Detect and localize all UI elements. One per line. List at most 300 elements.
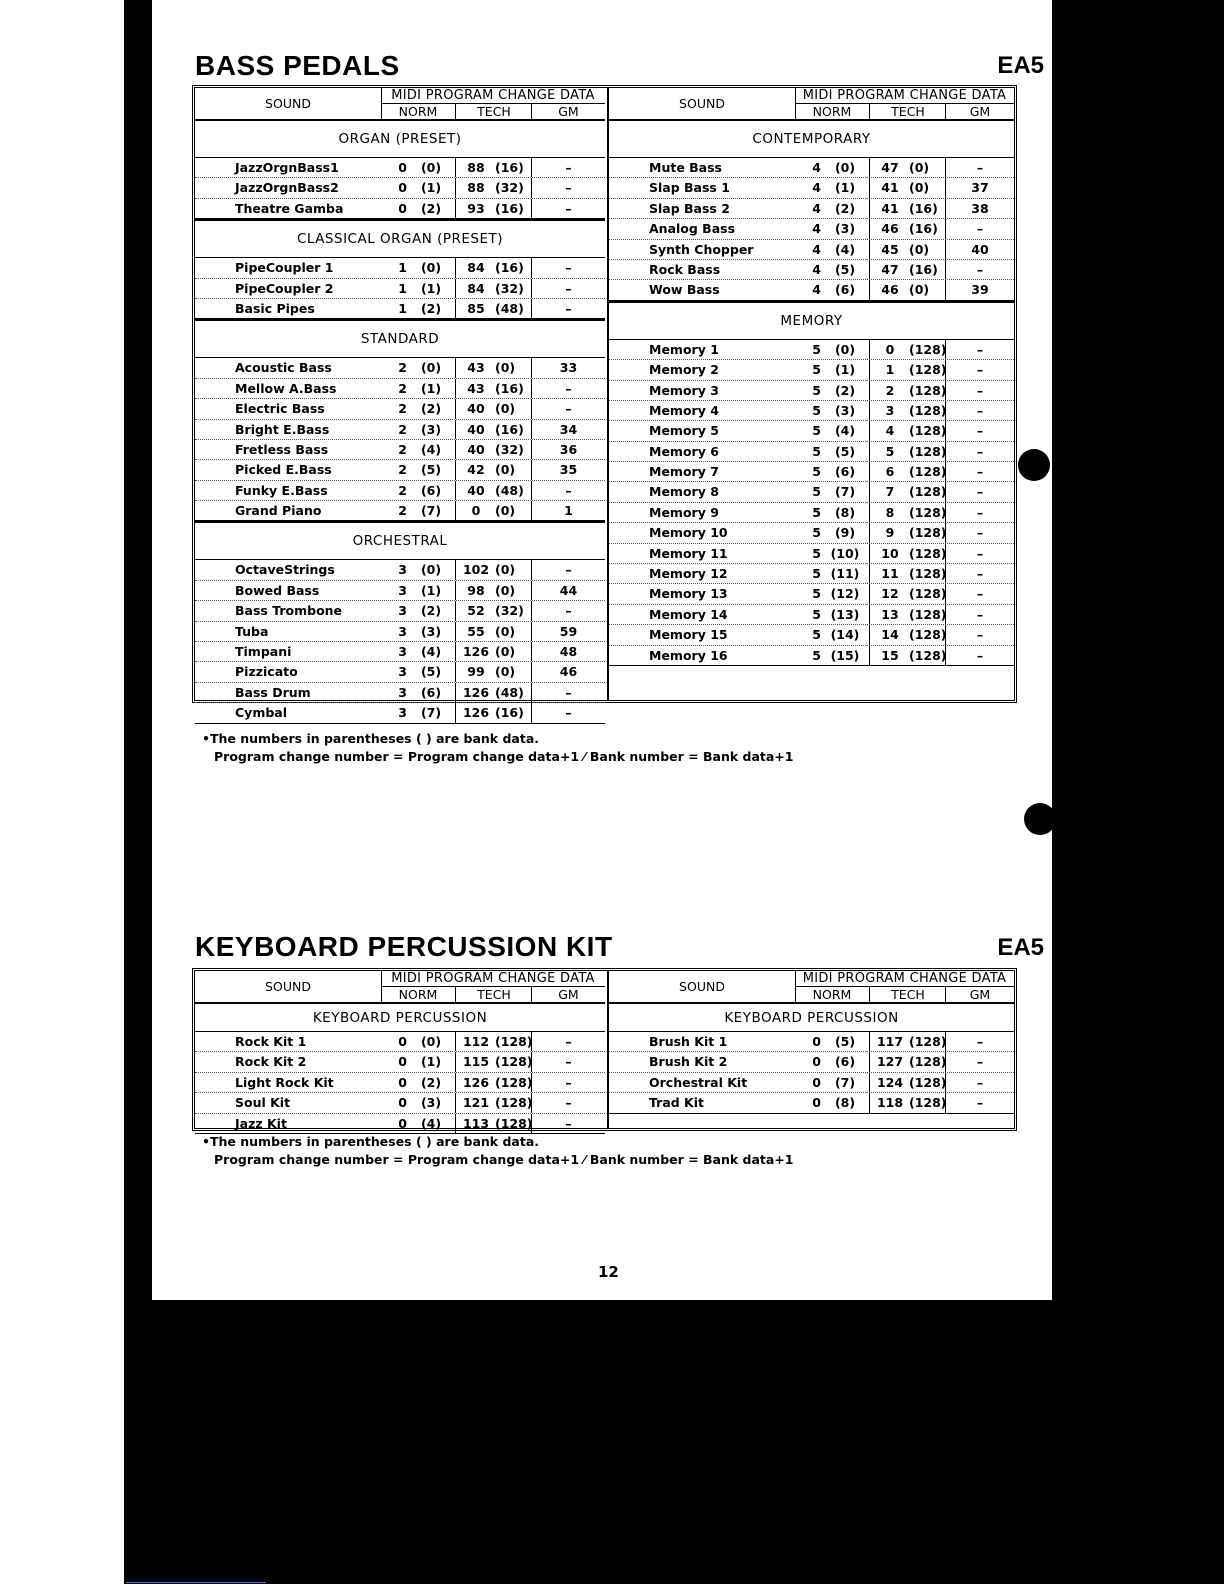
sound-name: JazzOrgnBass1 [235, 160, 339, 175]
sound-name: Memory 14 [649, 606, 728, 622]
table-row [195, 258, 605, 278]
norm-program: 3 [398, 705, 407, 721]
table-row [195, 199, 605, 219]
tech-bank: (16) [909, 221, 938, 237]
norm-bank: (2) [834, 200, 856, 216]
gm-program: – [945, 360, 1014, 379]
norm-program: 5 [812, 362, 821, 378]
sound-column-header: SOUND [609, 88, 796, 119]
norm-bank: (1) [834, 180, 856, 196]
table-row [195, 662, 605, 682]
gm-program: – [945, 503, 1014, 522]
gm-program: 40 [945, 240, 1014, 259]
tech-program: 46 [869, 280, 910, 299]
tech-program: 55 [455, 622, 496, 641]
norm-program: 4 [812, 241, 821, 257]
tech-bank: (128) [495, 1054, 533, 1070]
sound-name: Memory 15 [649, 627, 728, 643]
norm-bank: (1) [420, 1054, 442, 1070]
gm-column-header: GM [945, 104, 1014, 119]
tech-bank: (16) [495, 160, 524, 175]
norm-bank: (9) [834, 525, 856, 541]
norm-program: 0 [398, 1074, 407, 1090]
tech-program: 112 [455, 1032, 496, 1051]
sound-name: Trad Kit [649, 1095, 704, 1111]
norm-program: 3 [398, 684, 407, 700]
sound-name: Bowed Bass [235, 582, 320, 598]
norm-program: 3 [398, 603, 407, 619]
keyboard-percussion-right-column [607, 971, 1014, 1128]
norm-program: 2 [398, 441, 407, 457]
gm-program: – [945, 1052, 1014, 1071]
tech-bank: (16) [495, 260, 524, 276]
sound-name: Timpani [235, 644, 292, 660]
tech-program: 4 [869, 421, 910, 440]
table-row [195, 1052, 605, 1072]
norm-program: 2 [398, 503, 407, 519]
tech-program: 117 [869, 1032, 910, 1051]
gm-program: – [945, 421, 1014, 440]
sound-name: OctaveStrings [235, 562, 335, 578]
tech-program: 14 [869, 625, 910, 644]
tech-column-header: TECH [869, 987, 946, 1002]
sound-name: Fretless Bass [235, 441, 329, 457]
gm-program: – [531, 601, 605, 620]
norm-bank: (0) [834, 341, 856, 357]
norm-column-header: NORM [398, 987, 438, 1002]
sound-name: Bright E.Bass [235, 421, 330, 437]
norm-program: 0 [398, 1095, 407, 1111]
note-line-1: •The numbers in parentheses ( ) are bank data. [202, 731, 540, 746]
tech-bank: (0) [495, 582, 516, 598]
table-row [195, 178, 605, 198]
tech-bank: (128) [909, 606, 947, 622]
gm-program: – [531, 379, 605, 398]
sound-name: Slap Bass 2 [649, 200, 730, 216]
sound-name: Memory 2 [649, 362, 719, 378]
gm-program: – [531, 279, 605, 298]
sound-name: Memory 8 [649, 484, 719, 500]
table-row [195, 622, 605, 642]
sound-name: Mellow A.Bass [235, 380, 337, 396]
tech-bank: (0) [495, 360, 516, 376]
tech-program: 126 [455, 683, 496, 702]
norm-bank: (1) [420, 582, 442, 598]
norm-bank: (2) [420, 200, 442, 216]
tech-program: 85 [455, 299, 496, 318]
tech-column-header: TECH [455, 987, 532, 1002]
group-heading: CLASSICAL ORGAN (PRESET) [195, 219, 605, 258]
sound-name: Acoustic Bass [235, 360, 332, 376]
table-row [195, 1114, 605, 1134]
midi-data-header: MIDI PROGRAM CHANGE DATA [381, 88, 605, 104]
table-row [195, 683, 605, 703]
sound-name: Memory 5 [649, 423, 719, 439]
keyboard-percussion-model: EA5 [997, 934, 1044, 961]
bass-pedals-model: EA5 [997, 52, 1044, 79]
norm-program: 5 [812, 464, 821, 480]
norm-column-header: NORM [812, 104, 852, 119]
table-row [609, 240, 1014, 260]
sound-name: Pizzicato [235, 664, 298, 680]
table-row [195, 358, 605, 378]
tech-program: 84 [455, 258, 496, 277]
sound-name: Slap Bass 1 [649, 180, 730, 196]
gm-program: – [531, 1073, 605, 1092]
tech-bank: (128) [495, 1074, 533, 1090]
norm-bank: (5) [834, 261, 856, 277]
norm-program: 4 [812, 261, 821, 277]
norm-bank: (2) [420, 401, 442, 417]
norm-bank: (0) [420, 260, 442, 276]
norm-bank: (7) [420, 503, 442, 519]
tech-bank: (128) [909, 464, 947, 480]
norm-bank: (2) [420, 1074, 442, 1090]
tech-bank: (128) [909, 525, 947, 541]
bass-pedals-table [192, 85, 1017, 721]
tech-program: 10 [869, 544, 910, 563]
sound-name: Cymbal [235, 705, 288, 721]
sound-name: Memory 3 [649, 382, 719, 398]
norm-program: 4 [812, 221, 821, 237]
midi-data-header: MIDI PROGRAM CHANGE DATA [795, 88, 1014, 104]
sound-name: Memory 6 [649, 443, 719, 459]
sound-column-header: SOUND [195, 971, 382, 1002]
gm-program: 48 [531, 642, 605, 661]
tech-program: 3 [869, 401, 910, 420]
sound-name: Analog Bass [649, 221, 736, 237]
gm-program: 38 [945, 199, 1014, 218]
gm-program: – [945, 219, 1014, 238]
tech-bank: (16) [909, 200, 938, 216]
gm-program: – [945, 544, 1014, 563]
gm-program: – [945, 605, 1014, 624]
norm-bank: (0) [420, 360, 442, 376]
sound-name: Memory 12 [649, 566, 728, 582]
norm-bank: (0) [420, 562, 442, 578]
gm-program: – [945, 381, 1014, 400]
sound-name: Tuba [235, 623, 269, 639]
sound-name: Brush Kit 1 [649, 1034, 728, 1049]
table-row [195, 560, 605, 580]
tech-bank: (16) [495, 200, 524, 216]
norm-bank: (3) [420, 623, 442, 639]
gm-program: – [531, 399, 605, 418]
table-row [609, 1093, 1014, 1113]
table-row [609, 260, 1014, 280]
norm-bank: (2) [420, 603, 442, 619]
sound-name: Jazz Kit [235, 1115, 287, 1131]
bass-pedals-note [202, 730, 793, 766]
tech-bank: (128) [909, 627, 947, 643]
tech-bank: (128) [909, 362, 947, 378]
tech-bank: (0) [495, 462, 516, 478]
norm-bank: (0) [834, 160, 856, 175]
table-row [195, 601, 605, 621]
table-row [195, 501, 605, 521]
gm-program: – [945, 1073, 1014, 1092]
gm-program: 46 [531, 662, 605, 681]
sound-name: Funky E.Bass [235, 482, 328, 498]
tech-bank: (48) [495, 482, 524, 498]
tech-bank: (128) [495, 1095, 533, 1111]
norm-program: 3 [398, 664, 407, 680]
midi-data-header: MIDI PROGRAM CHANGE DATA [795, 971, 1014, 987]
keyboard-percussion-table [192, 968, 1017, 1131]
tech-program: 124 [869, 1073, 910, 1092]
sound-name: Memory 11 [649, 545, 728, 561]
tech-bank: (128) [909, 423, 947, 439]
tech-program: 47 [869, 158, 910, 177]
table-row [195, 581, 605, 601]
norm-bank: (4) [420, 644, 442, 660]
norm-bank: (0) [420, 160, 442, 175]
sound-name: Orchestral Kit [649, 1074, 748, 1090]
gm-program: – [945, 401, 1014, 420]
norm-program: 3 [398, 623, 407, 639]
norm-program: 0 [398, 180, 407, 196]
tech-program: 0 [869, 340, 910, 359]
gm-program: 34 [531, 420, 605, 439]
tech-bank: (0) [495, 623, 516, 639]
norm-program: 1 [398, 260, 407, 276]
tech-bank: (128) [909, 1054, 947, 1070]
norm-bank: (1) [420, 380, 442, 396]
keyboard-percussion-note [202, 1133, 793, 1169]
tech-bank: (0) [909, 241, 930, 257]
norm-bank: (6) [834, 464, 856, 480]
tech-bank: (128) [909, 566, 947, 582]
gm-program: – [531, 158, 605, 177]
norm-bank: (6) [834, 282, 856, 298]
norm-bank: (5) [420, 462, 442, 478]
table-row [609, 401, 1014, 421]
norm-bank: (1) [420, 180, 442, 196]
norm-bank: (4) [420, 1115, 442, 1131]
bass-pedals-right-column [607, 88, 1014, 700]
norm-bank: (5) [834, 443, 856, 459]
table-row [195, 703, 605, 723]
norm-program: 5 [812, 545, 821, 561]
tech-program: 52 [455, 601, 496, 620]
table-row [609, 584, 1014, 604]
sound-name: Rock Bass [649, 261, 721, 277]
gm-program: – [531, 703, 605, 722]
norm-bank: (4) [420, 441, 442, 457]
tech-bank: (0) [495, 503, 516, 519]
tech-bank: (0) [495, 664, 516, 680]
binding-hole-mark [1018, 449, 1050, 481]
gm-program: 1 [531, 501, 605, 520]
tech-bank: (16) [495, 380, 524, 396]
sound-name: Theatre Gamba [235, 200, 344, 216]
sound-name: Soul Kit [235, 1095, 291, 1111]
tech-bank: (0) [495, 644, 516, 660]
tech-program: 12 [869, 584, 910, 603]
table-row [195, 379, 605, 399]
norm-program: 4 [812, 200, 821, 216]
gm-program: 36 [531, 440, 605, 459]
tech-bank: (128) [909, 1074, 947, 1090]
gm-program: – [531, 258, 605, 277]
norm-bank: (4) [834, 241, 856, 257]
tech-program: 88 [455, 178, 496, 197]
tech-bank: (16) [495, 705, 524, 721]
table-row [609, 646, 1014, 666]
table-row [609, 219, 1014, 239]
norm-program: 5 [812, 443, 821, 459]
norm-bank: (2) [420, 300, 442, 316]
norm-bank: (3) [420, 1095, 442, 1111]
gm-program: – [531, 1032, 605, 1051]
norm-bank: (12) [830, 586, 860, 602]
table-row [609, 442, 1014, 462]
tech-program: 40 [455, 420, 496, 439]
tech-program: 0 [455, 501, 496, 520]
tech-bank: (128) [909, 504, 947, 520]
sound-name: PipeCoupler 1 [235, 260, 334, 276]
table-row [609, 178, 1014, 198]
table-row [609, 1073, 1014, 1093]
norm-bank: (1) [420, 280, 442, 296]
gm-program: 33 [531, 358, 605, 377]
group-heading: KEYBOARD PERCUSSION [195, 1004, 605, 1032]
norm-program: 4 [812, 180, 821, 196]
norm-bank: (7) [834, 484, 856, 500]
table-header [195, 88, 605, 121]
tech-bank: (0) [909, 282, 930, 298]
table-row [609, 462, 1014, 482]
norm-program: 2 [398, 462, 407, 478]
norm-program: 2 [398, 380, 407, 396]
sound-name: Memory 10 [649, 525, 728, 541]
norm-program: 1 [398, 300, 407, 316]
tech-bank: (32) [495, 603, 524, 619]
group-heading: STANDARD [195, 319, 605, 358]
gm-program: – [945, 158, 1014, 177]
sound-column-header: SOUND [195, 88, 382, 119]
norm-bank: (7) [420, 705, 442, 721]
sound-name: Wow Bass [649, 282, 720, 298]
norm-program: 0 [812, 1054, 821, 1070]
table-row [195, 1093, 605, 1113]
tech-program: 47 [869, 260, 910, 279]
tech-program: 40 [455, 481, 496, 500]
tech-program: 7 [869, 482, 910, 501]
tech-program: 127 [869, 1052, 910, 1071]
group-heading: KEYBOARD PERCUSSION [609, 1004, 1014, 1032]
gm-program: – [945, 523, 1014, 542]
norm-bank: (3) [420, 421, 442, 437]
binding-hole-mark [1024, 803, 1056, 835]
gm-program: – [531, 560, 605, 579]
keyboard-percussion-title: KEYBOARD PERCUSSION KIT [195, 931, 613, 962]
left-margin-strip [0, 0, 124, 1584]
norm-bank: (15) [830, 647, 860, 663]
norm-bank: (13) [830, 606, 860, 622]
table-row [609, 199, 1014, 219]
norm-program: 5 [812, 504, 821, 520]
gm-program: – [945, 625, 1014, 644]
manual-page [152, 0, 1052, 1300]
norm-bank: (8) [834, 504, 856, 520]
group-heading: ORGAN (PRESET) [195, 121, 605, 158]
norm-program: 4 [812, 160, 821, 175]
note-line-2: Program change number = Program change data+1 ⁄ Bank number = Bank data+1 [214, 1152, 794, 1167]
gm-program: 44 [531, 581, 605, 600]
norm-program: 1 [398, 280, 407, 296]
tech-bank: (128) [909, 341, 947, 357]
tech-bank: (0) [495, 562, 516, 578]
tech-program: 9 [869, 523, 910, 542]
norm-program: 0 [398, 1115, 407, 1131]
table-row [195, 481, 605, 501]
tech-bank: (32) [495, 180, 524, 196]
norm-program: 5 [812, 627, 821, 643]
gm-program: – [945, 442, 1014, 461]
tech-bank: (0) [909, 160, 930, 175]
group-heading: ORCHESTRAL [195, 521, 605, 560]
tech-bank: (16) [495, 421, 524, 437]
sound-name: Memory 13 [649, 586, 728, 602]
sound-name: PipeCoupler 2 [235, 280, 334, 296]
norm-bank: (11) [830, 566, 860, 582]
tech-bank: (0) [495, 401, 516, 417]
norm-column-header: NORM [812, 987, 852, 1002]
gm-program: – [945, 1093, 1014, 1112]
sound-name: Electric Bass [235, 401, 325, 417]
gm-program: – [531, 481, 605, 500]
tech-program: 11 [869, 564, 910, 583]
norm-bank: (6) [420, 684, 442, 700]
table-row [195, 399, 605, 419]
norm-program: 4 [812, 282, 821, 298]
norm-bank: (8) [834, 1095, 856, 1111]
tech-program: 98 [455, 581, 496, 600]
norm-program: 0 [812, 1095, 821, 1111]
sound-column-header: SOUND [609, 971, 796, 1002]
tech-bank: (128) [909, 382, 947, 398]
table-row [609, 625, 1014, 645]
tech-bank: (48) [495, 684, 524, 700]
tech-bank: (128) [909, 647, 947, 663]
norm-bank: (4) [834, 423, 856, 439]
table-row [195, 299, 605, 319]
tech-program: 40 [455, 440, 496, 459]
norm-bank: (7) [834, 1074, 856, 1090]
norm-program: 5 [812, 423, 821, 439]
tech-bank: (128) [909, 402, 947, 418]
tech-bank: (128) [495, 1115, 533, 1131]
norm-program: 3 [398, 562, 407, 578]
table-header [609, 971, 1014, 1004]
tech-program: 115 [455, 1052, 496, 1071]
tech-program: 46 [869, 219, 910, 238]
tech-bank: (32) [495, 280, 524, 296]
table-row [195, 279, 605, 299]
group-heading: MEMORY [609, 301, 1014, 340]
gm-program: – [945, 646, 1014, 665]
tech-bank: (32) [495, 441, 524, 457]
tech-program: 41 [869, 199, 910, 218]
table-row [609, 158, 1014, 178]
gm-program: 37 [945, 178, 1014, 197]
note-line-2: Program change number = Program change data+1 ⁄ Bank number = Bank data+1 [214, 749, 794, 764]
gm-program: – [531, 1093, 605, 1112]
norm-bank: (5) [420, 664, 442, 680]
tech-program: 93 [455, 199, 496, 218]
norm-column-header: NORM [398, 104, 438, 119]
